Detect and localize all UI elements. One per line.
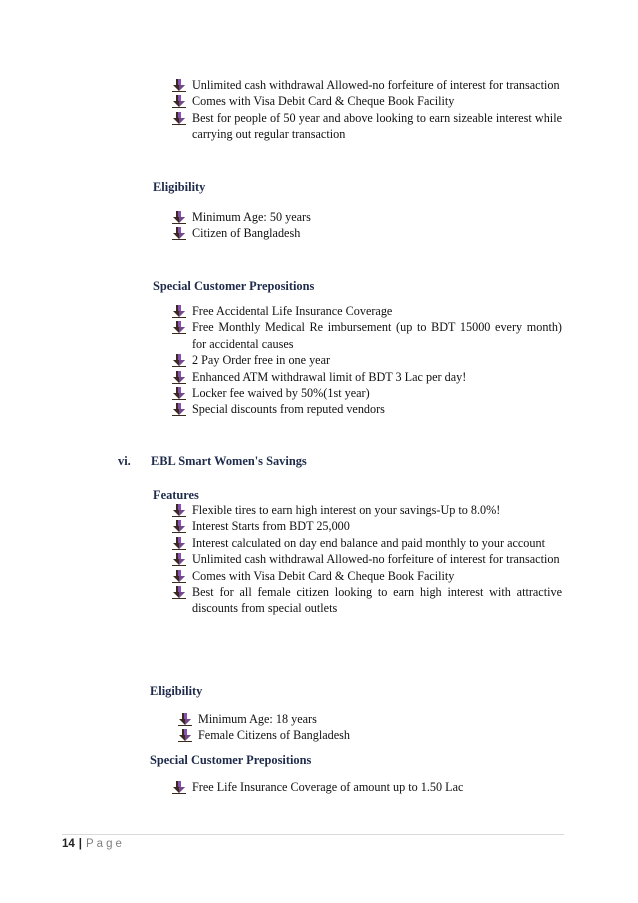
- list-item-text: Free Monthly Medical Re imbursement (up to BDT 15000 every month) for accidental causes: [192, 320, 562, 351]
- list-item-text: Flexible tires to earn high interest on your savings-Up to 8.0%!: [192, 503, 501, 517]
- section-number: vi.: [118, 454, 131, 468]
- list-item-text: Unlimited cash withdrawal Allowed-no forfeiture of interest for transaction: [192, 78, 560, 92]
- list-item-text: Unlimited cash withdrawal Allowed-no forfeiture of interest for transaction: [192, 552, 560, 567]
- list-item: [198, 727, 558, 743]
- list-item-text: Citizen of Bangladesh: [192, 226, 301, 241]
- list-item: [192, 110, 562, 143]
- list-item-text: Special discounts from reputed vendors: [192, 402, 385, 417]
- arrow-down-bullet-icon: [172, 387, 186, 400]
- list-item: [192, 584, 562, 617]
- list-item: [198, 711, 558, 727]
- page-number: 14: [62, 838, 75, 850]
- arrow-down-bullet-icon: [178, 713, 192, 726]
- list-item: [192, 369, 562, 385]
- arrow-down-bullet-icon: [172, 537, 186, 550]
- arrow-down-bullet-icon: [172, 321, 186, 334]
- arrow-down-bullet-icon: [172, 371, 186, 384]
- list-item-text: Locker fee waived by 50%(1st year): [192, 386, 370, 401]
- list-item: [192, 303, 562, 319]
- arrow-down-bullet-icon: [172, 570, 186, 583]
- list-item: [192, 209, 562, 225]
- list-item: [192, 225, 562, 241]
- list-item: [192, 518, 562, 534]
- list-item: [192, 352, 562, 368]
- page-label: Page: [86, 838, 125, 850]
- arrow-down-bullet-icon: [172, 504, 186, 517]
- list-item-text: Best for all female citizen looking to earn high interest with attractive discounts from special outlets: [192, 585, 562, 616]
- eligibility-heading: Eligibility: [150, 684, 203, 698]
- arrow-down-bullet-icon: [172, 586, 186, 599]
- list-item-text: Best for people of 50 year and above looking to earn sizeable interest while carrying out regular transaction: [192, 110, 562, 142]
- special-prepositions-list: [192, 303, 562, 418]
- arrow-down-bullet-icon: [172, 520, 186, 533]
- list-item: [192, 319, 562, 352]
- section-title: EBL Smart Women's Savings: [151, 454, 307, 468]
- arrow-down-bullet-icon: [178, 729, 192, 742]
- list-item-text: Enhanced ATM withdrawal limit of BDT 3 Lac per day!: [192, 369, 467, 384]
- list-item: [192, 535, 562, 551]
- arrow-down-bullet-icon: [172, 79, 186, 92]
- special-prepositions-heading: Special Customer Prepositions: [150, 753, 312, 767]
- arrow-down-bullet-icon: [172, 403, 186, 416]
- feature-list-continued: [192, 77, 562, 143]
- arrow-down-bullet-icon: [172, 95, 186, 108]
- features-list: [192, 502, 562, 617]
- list-item: [192, 551, 562, 567]
- arrow-down-bullet-icon: [172, 227, 186, 240]
- arrow-down-bullet-icon: [172, 211, 186, 224]
- list-item: [192, 385, 562, 401]
- list-item-text: Minimum Age: 50 years: [192, 210, 311, 224]
- list-item: [192, 779, 562, 795]
- list-item: [192, 401, 562, 417]
- list-item-text: Minimum Age: 18 years: [198, 712, 317, 726]
- list-item-text: Female Citizens of Bangladesh: [198, 728, 350, 743]
- features-heading: Features: [153, 488, 199, 502]
- eligibility-list: [192, 209, 562, 242]
- list-item-text: 2 Pay Order free in one year: [192, 353, 331, 368]
- special-prepositions-list: [192, 779, 562, 795]
- arrow-down-bullet-icon: [172, 553, 186, 566]
- list-item-text: Free Accidental Life Insurance Coverage: [192, 304, 393, 318]
- eligibility-heading: Eligibility: [153, 180, 206, 194]
- footer-divider: [62, 834, 564, 835]
- list-item-text: Comes with Visa Debit Card & Cheque Book Facility: [192, 94, 455, 109]
- list-item-text: Interest Starts from BDT 25,000: [192, 519, 350, 534]
- arrow-down-bullet-icon: [172, 354, 186, 367]
- list-item: [192, 568, 562, 584]
- list-item-text: Free Life Insurance Coverage of amount up to 1.50 Lac: [192, 780, 464, 794]
- list-item: [192, 77, 562, 93]
- arrow-down-bullet-icon: [172, 781, 186, 794]
- list-item: [192, 93, 562, 109]
- arrow-down-bullet-icon: [172, 305, 186, 318]
- list-item: [192, 502, 562, 518]
- eligibility-list: [198, 711, 558, 744]
- footer-separator: |: [78, 838, 83, 850]
- arrow-down-bullet-icon: [172, 112, 186, 125]
- list-item-text: Comes with Visa Debit Card & Cheque Book Facility: [192, 568, 455, 583]
- page-footer: [62, 837, 125, 851]
- special-prepositions-heading: Special Customer Prepositions: [153, 279, 315, 293]
- list-item-text: Interest calculated on day end balance and paid monthly to your account: [192, 535, 545, 550]
